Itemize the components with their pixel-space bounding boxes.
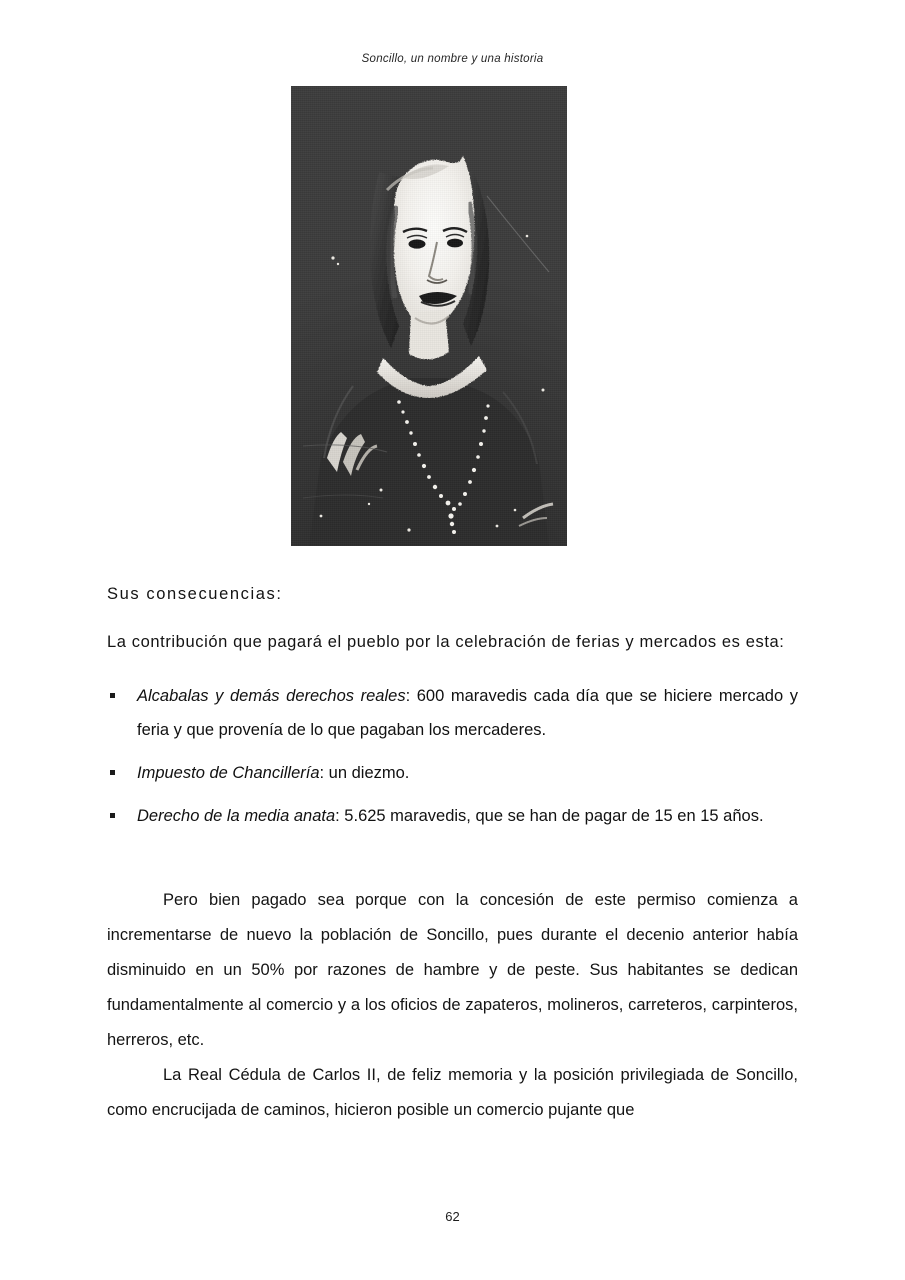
consequences-heading: Sus consecuencias: [107, 585, 283, 603]
body-column [107, 586, 798, 1128]
square-bullet-icon [110, 693, 115, 698]
list-item-term: Impuesto de Chancillería [137, 763, 320, 782]
square-bullet-icon [110, 813, 115, 818]
square-bullet-icon [110, 770, 115, 775]
list-item [107, 756, 798, 790]
list-item-term: Derecho de la media anata [137, 806, 336, 825]
list-item-detail: : 5.625 maravedis, que se han de pagar de 15 en 15 años. [335, 806, 764, 825]
running-header: Soncillo, un nombre y una historia [361, 53, 544, 65]
list-item [107, 799, 798, 833]
paragraph-real-cedula: La Real Cédula de Carlos II, de feliz memoria y la posición privilegiada de Soncillo, como encrucijada de caminos, hicieron posible un comercio pujante que [107, 1065, 798, 1119]
list-item-term: Alcabalas y demás derechos reales [137, 686, 406, 705]
list-item-detail: : 600 maravedis cada día que se hiciere mercado y feria y que provenía de lo que pagaban los mercaderes. [137, 686, 798, 739]
list-item-detail: : un diezmo. [319, 763, 410, 782]
closing-paragraphs [107, 883, 798, 1128]
page-number: 62 [445, 1209, 460, 1224]
tax-list [107, 679, 798, 833]
portrait-plate [291, 86, 567, 546]
list-item [107, 679, 798, 747]
plate-grain [291, 86, 567, 546]
intro-paragraph: La contribución que pagará el pueblo por la celebración de ferias y mercados es esta: [107, 632, 785, 651]
paragraph-comercio: Pero bien pagado sea porque con la concesión de este permiso comienza a incrementarse de nuevo la población de Soncillo, pues durante el decenio anterior había disminuido en un 50% por razones de hambre y de peste. Sus habitantes se dedican fundamentalmente al comercio y a los oficios de zapateros, molineros, carreteros, carpinteros, herreros, etc. [107, 890, 798, 1049]
